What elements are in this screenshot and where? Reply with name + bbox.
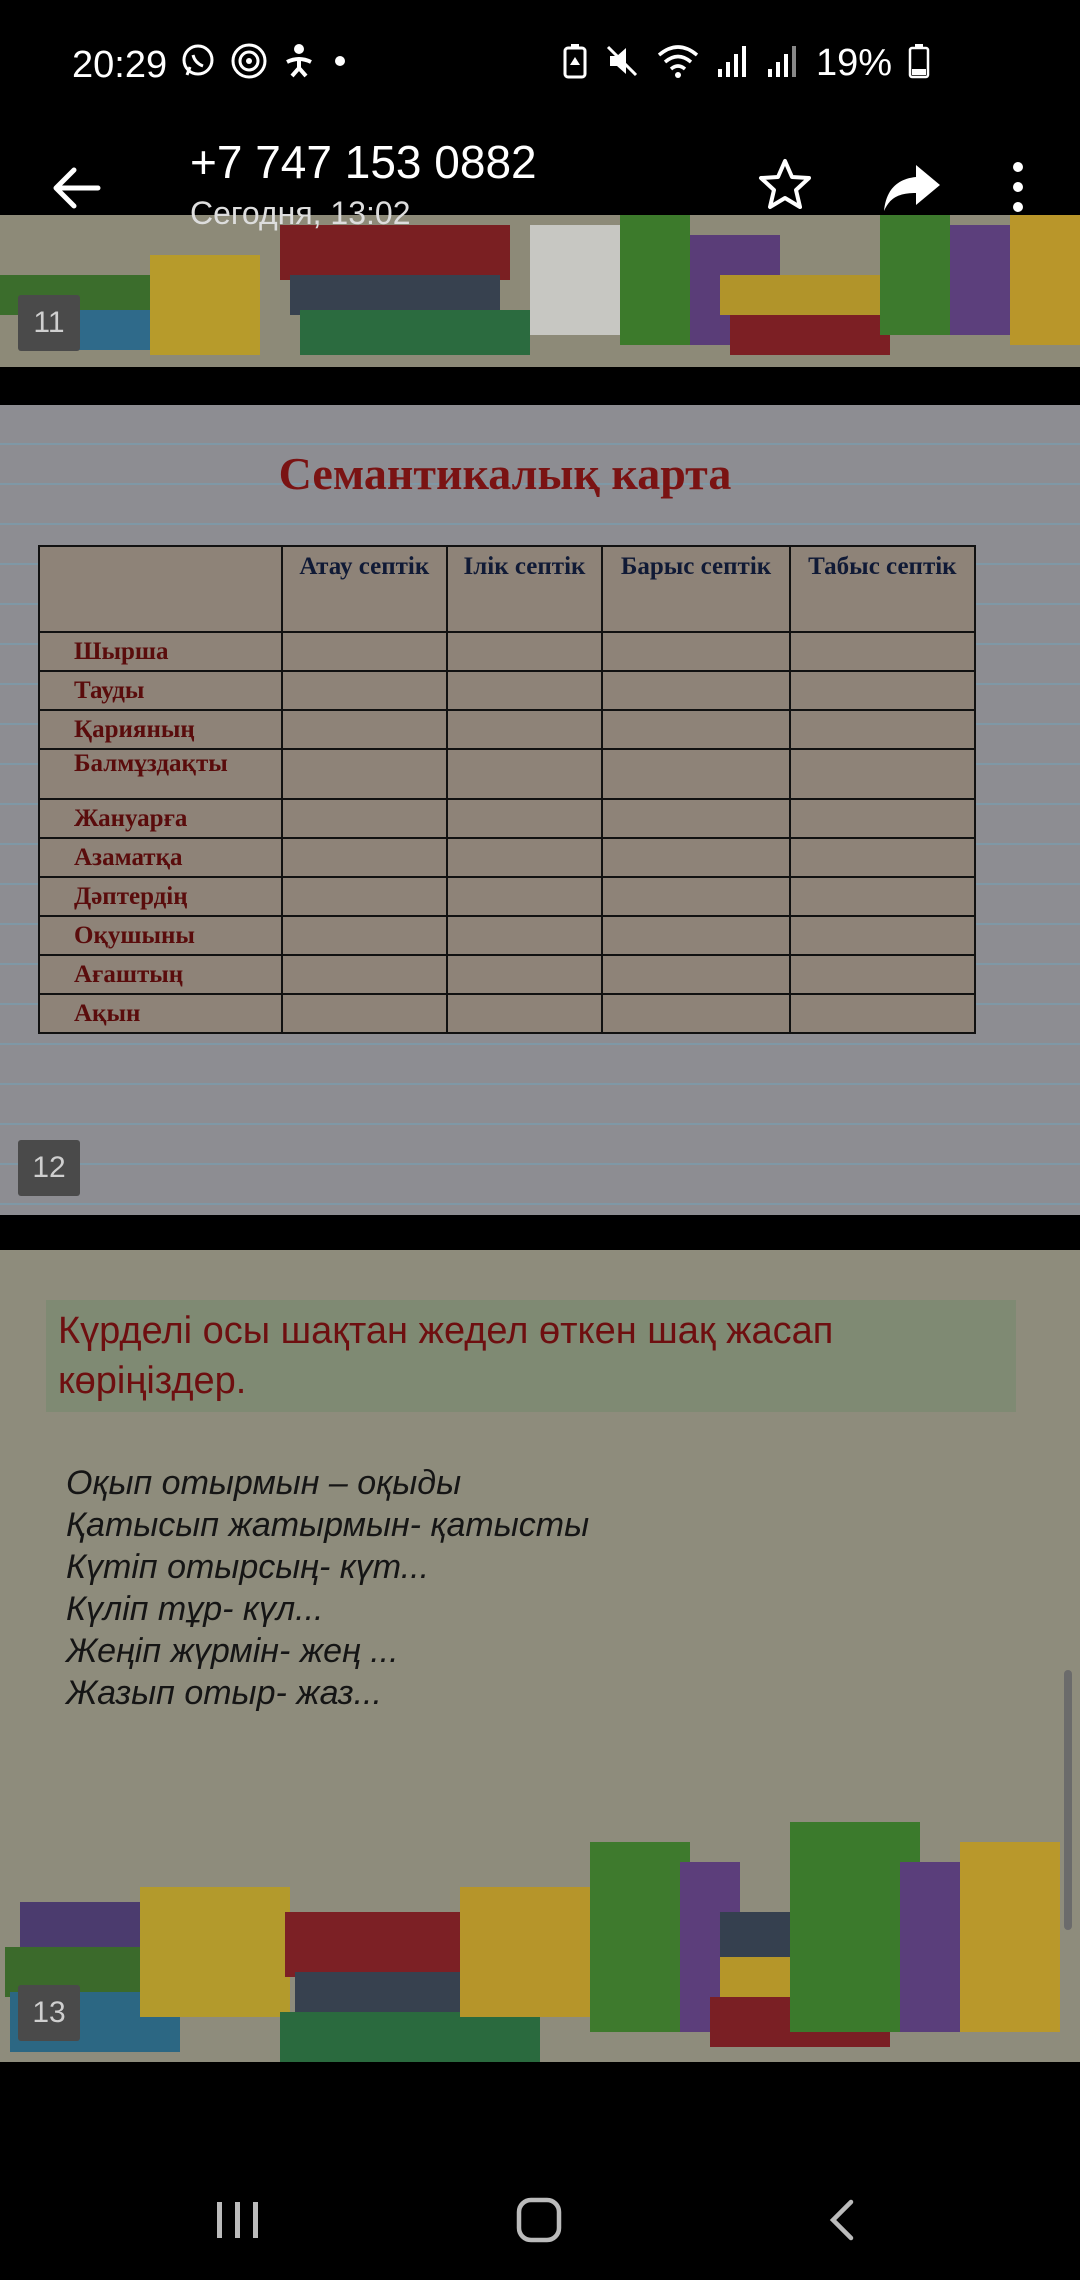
share-arrow-icon (880, 157, 944, 217)
exercise-line: Күліп тұр- күл... (66, 1590, 324, 1628)
system-icons (562, 42, 930, 85)
favorite-button[interactable] (755, 155, 815, 215)
row-label: Дәптердің (39, 877, 282, 916)
notification-icons (180, 42, 350, 85)
slide-13[interactable] (0, 1250, 1080, 2062)
status-bar (0, 0, 1080, 135)
signal-icon (716, 43, 750, 84)
slide-number: 12 (18, 1140, 80, 1196)
exercise-lines (66, 1462, 589, 1714)
mute-icon (604, 43, 640, 84)
column-header: Барыс септік (602, 546, 789, 632)
row-label: Шырша (39, 632, 282, 671)
scrollbar[interactable] (1064, 1670, 1072, 1930)
recents-button[interactable] (215, 2200, 261, 2245)
table-row (39, 877, 975, 916)
star-icon (755, 155, 815, 215)
row-label: Оқушыны (39, 916, 282, 955)
table-row (39, 632, 975, 671)
row-label: Ағаштың (39, 955, 282, 994)
contact-title: +7 747 153 0882 (190, 136, 537, 188)
message-date: Сегодня, 13:02 (190, 195, 411, 231)
whatsapp-icon (180, 43, 216, 84)
row-label: Жануарға (39, 799, 282, 838)
table-row (39, 838, 975, 877)
accessibility-icon (282, 42, 316, 85)
column-header: Табыс септік (790, 546, 975, 632)
exercise-line: Оқып отырмын – оқыды (66, 1464, 462, 1502)
slide-title: Семантикалық карта (278, 448, 732, 499)
back-button[interactable] (48, 160, 104, 216)
chevron-left-icon (825, 2198, 857, 2242)
table-row (39, 994, 975, 1033)
row-label: Ақын (39, 994, 282, 1033)
row-label: Тауды (39, 671, 282, 710)
column-header: Ілік септік (447, 546, 603, 632)
table-row (39, 955, 975, 994)
slide-heading: Күрделі осы шақтан жедел өткен шақ жасап көріңіздер. (58, 1310, 834, 1402)
exercise-line: Қатысып жатырмын- қатысты (66, 1506, 590, 1544)
column-header: Атау септік (282, 546, 447, 632)
home-button[interactable] (515, 2196, 563, 2249)
dot-icon (330, 51, 350, 76)
semantic-table (38, 545, 976, 1034)
battery-saver-icon (562, 43, 588, 84)
navigation-bar (0, 2150, 1080, 2280)
row-label: Балмұздақты (39, 749, 282, 799)
table-corner (39, 546, 282, 632)
nav-back-button[interactable] (825, 2198, 857, 2247)
recents-icon (215, 2200, 261, 2240)
row-label: Азаматқа (39, 838, 282, 877)
row-label: Қарияның (39, 710, 282, 749)
table-row (39, 710, 975, 749)
table-row (39, 749, 975, 799)
arrow-left-icon (48, 160, 104, 216)
table-row (39, 799, 975, 838)
signal-icon-2 (766, 43, 800, 84)
home-icon (515, 2196, 563, 2244)
slide-12[interactable] (0, 405, 1080, 1215)
table-row (39, 916, 975, 955)
share-button[interactable] (880, 157, 944, 217)
exercise-line: Күтіп отырсың- күт... (66, 1548, 430, 1586)
table-row (39, 671, 975, 710)
wifi-icon (656, 43, 700, 84)
books-illustration (0, 1802, 1080, 2062)
at-sign-icon (230, 42, 268, 85)
battery-percent: 19% (815, 42, 892, 84)
slide-number: 11 (18, 295, 80, 351)
more-vertical-icon (1000, 155, 1036, 219)
exercise-line: Жазып отыр- жаз... (66, 1674, 382, 1712)
slide-number: 13 (18, 1985, 80, 2041)
app-bar (0, 135, 1080, 260)
status-time: 20:29 (72, 44, 168, 86)
exercise-line: Жеңіп жүрмін- жең ... (66, 1632, 399, 1670)
battery-icon (908, 43, 930, 84)
more-options-button[interactable] (1000, 155, 1036, 219)
